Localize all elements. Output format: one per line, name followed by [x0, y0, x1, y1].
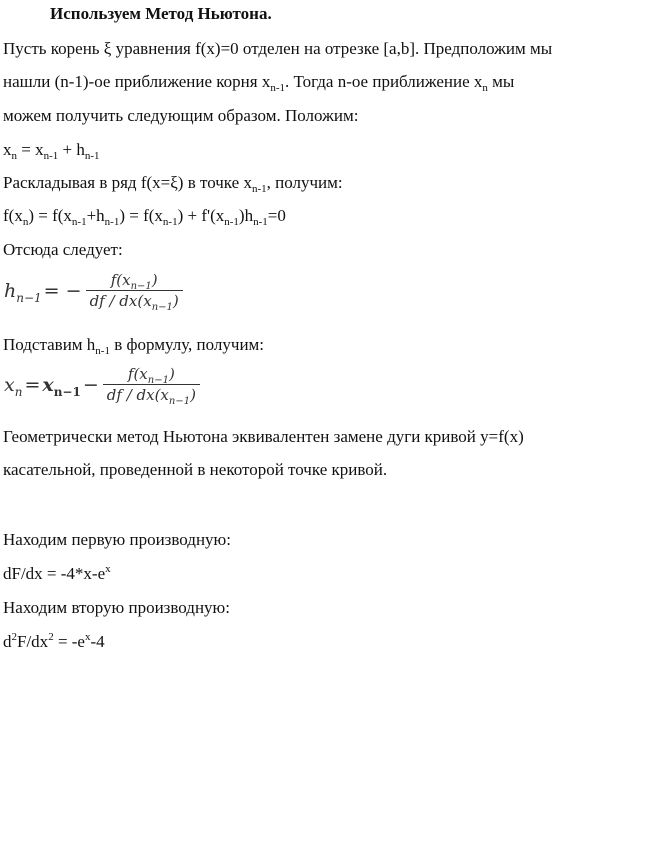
paragraph-second-derivative: Находим вторую производную:	[3, 598, 230, 617]
equation-taylor: $f(x_n) = f(x_{n-1}+h_{n-1}) = f(x_{n-1}) + f'(x_{n-1})h_{n-1}=0$	[3, 206, 286, 228]
paragraph-intro-line-2: нашли (n-1)-ое приближение корня $x_{n-1}$. Тогда n-ое приближение $x_n$ мы	[3, 72, 515, 94]
formula-h: $h_{n-1}$ = − $\frac{f(x_{n-1})}{df / dx(x_{n-1})}$	[4, 270, 183, 311]
equation-second-derivative: $d^2F/dx^2 = -e^x-4$	[3, 631, 105, 651]
equation-xn: $x_n = x_{n-1} + h_{n-1}$	[3, 140, 100, 162]
page-title: Используем Метод Ньютона.	[50, 4, 272, 23]
paragraph-intro-line-3: можем получить следующим образом. Положим:	[3, 106, 359, 125]
paragraph-substitute: Подставим $h_{n-1}$ в формулу, получим:	[3, 335, 265, 357]
paragraph-intro-line-1: Пусть корень ξ уравнения f(x)=0 отделен на отрезке [a,b]. Предположим мы	[3, 39, 553, 58]
paragraph-expansion: Раскладывая в ряд f(x=ξ) в точке $x_{n-1}$, получим:	[3, 173, 343, 195]
formula-xn: $x_n$ = $x_{n-1}$ − $\frac{f(x_{n-1})}{df / dx(x_{n-1})}$	[4, 364, 200, 405]
equation-first-derivative: $dF/dx = -4*x-e^x$	[3, 563, 111, 583]
fraction-xn: $\frac{f(x_{n-1})}{df / dx(x_{n-1})}$	[103, 364, 200, 405]
paragraph-first-derivative: Находим первую производную:	[3, 530, 231, 549]
paragraph-geometric-line-2: касательной, проведенной в некоторой точке кривой.	[3, 460, 388, 479]
fraction-h: $\frac{f(x_{n-1})}{df / dx(x_{n-1})}$	[86, 270, 183, 311]
paragraph-geometric-line-1: Геометрически метод Ньютона эквивалентен замене дуги кривой y=f(x)	[3, 427, 524, 446]
paragraph-hence: Отсюда следует:	[3, 240, 123, 259]
